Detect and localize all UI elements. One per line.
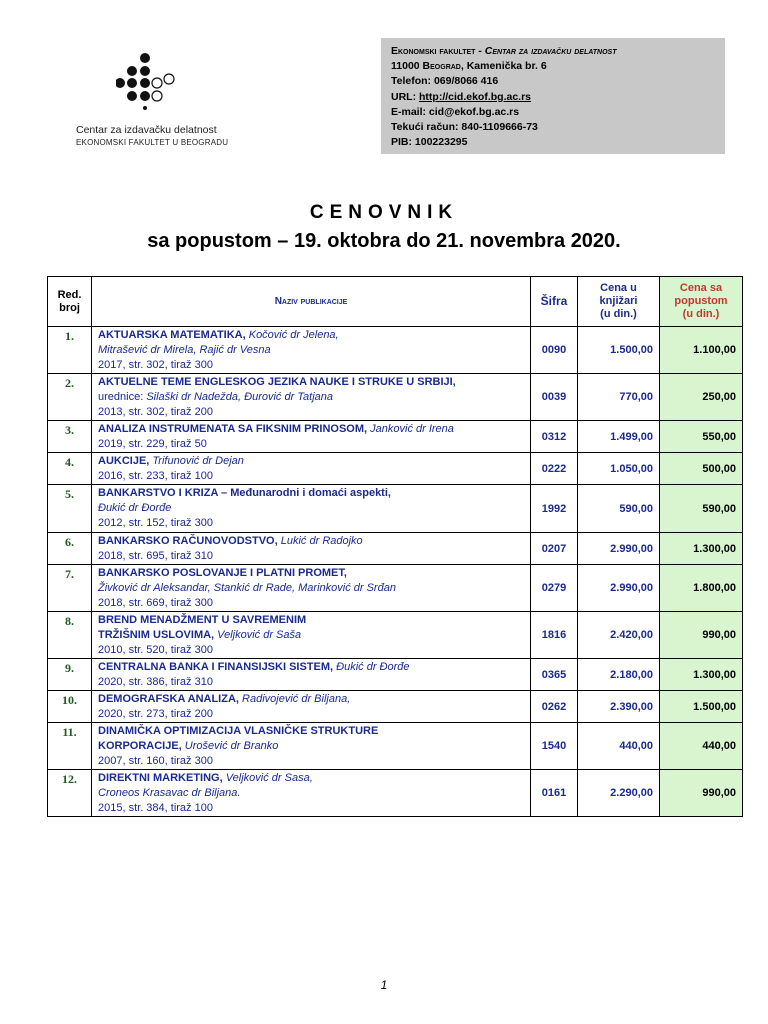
bookstore-price: 2.990,00: [578, 533, 660, 565]
row-number: 2.: [48, 374, 92, 421]
bookstore-price: 1.050,00: [578, 453, 660, 485]
authors-line: [98, 739, 530, 754]
publication-info: 2010, str. 520, tiraž 300: [98, 644, 213, 656]
publication-cell: [92, 421, 531, 453]
line2-label: TRŽIŠNIM USLOVIMA,: [98, 629, 215, 641]
info-center: - Centar za izdavačku delatnost: [475, 45, 617, 57]
publication-info: 2007, str. 160, tiraž 300: [98, 755, 213, 767]
publication-title: ANALIZA INSTRUMENATA SA FIKSNIM PRINOSOM,: [98, 423, 368, 435]
authors-line: [98, 343, 530, 358]
authors-line: [98, 628, 530, 643]
discount-price: 1.100,00: [660, 327, 743, 374]
row-number: 5.: [48, 485, 92, 533]
publication-authors: Đukić dr Đorđe: [333, 661, 410, 673]
line2-authors: Mitrašević dr Mirela, Rajić dr Vesna: [98, 344, 271, 356]
line2-authors: Veljković dr Saša: [214, 629, 302, 641]
publication-info: 2018, str. 669, tiraž 300: [98, 597, 213, 609]
bookstore-price: 2.420,00: [578, 612, 660, 659]
publication-code: 0365: [531, 659, 578, 691]
publication-authors: Radivojević dr Biljana,: [238, 693, 351, 705]
publication-title: AUKCIJE,: [98, 455, 150, 467]
publication-authors: Trifunović dr Dejan: [149, 455, 244, 467]
publication-info: 2013, str. 302, tiraž 200: [98, 406, 213, 418]
table-row: [48, 659, 743, 691]
publication-code: 1816: [531, 612, 578, 659]
publication-info: 2019, str. 229, tiraž 50: [98, 438, 207, 450]
publication-title: BREND MENADŽMENT U SAVREMENIM: [98, 614, 307, 626]
info-email[interactable]: E-mail: cid@ekof.bg.ac.rs: [391, 105, 520, 118]
title-line: [98, 613, 530, 628]
logo-title: Centar za izdavačku delatnost: [76, 124, 217, 136]
page-number: 1: [380, 978, 388, 992]
header-sifra: Šifra: [531, 277, 578, 327]
line2-label: KORPORACIJE,: [98, 740, 182, 752]
discount-price: 990,00: [660, 612, 743, 659]
publication-cell: [92, 770, 531, 817]
title-line: [98, 375, 530, 390]
publication-title: DINAMIČKA OPTIMIZACIJA VLASNIČKE STRUKTURE: [98, 725, 379, 737]
table-row: [48, 770, 743, 817]
header-red-broj: Red. broj: [48, 277, 92, 327]
table-row: [48, 691, 743, 723]
publication-cell: [92, 723, 531, 770]
publication-info: 2012, str. 152, tiraž 300: [98, 517, 213, 529]
line2-authors: Silaški dr Nadežda, Đurović dr Tatjana: [146, 391, 333, 403]
header-cena: Cena u knjižari (u din.): [578, 277, 660, 327]
publication-cell: [92, 374, 531, 421]
publication-title: BANKARSTVO I KRIZA – Međunarodni i domaći aspekti,: [98, 487, 391, 499]
row-number: 11.: [48, 723, 92, 770]
publication-title: DEMOGRAFSKA ANALIZA,: [98, 693, 239, 705]
title-line: [98, 328, 530, 343]
bookstore-price: 1.500,00: [578, 327, 660, 374]
info-faculty-line: [391, 44, 725, 59]
table-row: [48, 327, 743, 374]
info-zip: 11000: [391, 60, 423, 73]
row-number: 12.: [48, 770, 92, 817]
publication-title: AKTUELNE TEME ENGLESKOG JEZIKA NAUKE I STRUKE U SRBIJI,: [98, 376, 456, 388]
line2-authors: Urošević dr Branko: [181, 740, 279, 752]
table-row: [48, 421, 743, 453]
publication-info: 2020, str. 386, tiraž 310: [98, 676, 213, 688]
publication-code: 1992: [531, 485, 578, 533]
title-line: [98, 422, 530, 437]
table-row: [48, 565, 743, 612]
bookstore-price: 590,00: [578, 485, 660, 533]
title-line: [98, 660, 530, 675]
header-naziv: Naziv publikacije: [92, 277, 531, 327]
discount-price: 250,00: [660, 374, 743, 421]
bookstore-price: 2.390,00: [578, 691, 660, 723]
discount-price: 1.500,00: [660, 691, 743, 723]
info-url-label: URL:: [391, 90, 419, 103]
row-number: 3.: [48, 421, 92, 453]
publication-info: 2020, str. 273, tiraž 200: [98, 708, 213, 720]
publication-code: 0312: [531, 421, 578, 453]
publication-cell: [92, 485, 531, 533]
title-line: [98, 771, 530, 786]
publication-code: 0279: [531, 565, 578, 612]
price-table: [47, 276, 743, 817]
publication-code: 0039: [531, 374, 578, 421]
line2-authors: Croneos Krasavac dr Biljana.: [98, 787, 241, 799]
publication-authors: Veljković dr Sasa,: [222, 772, 313, 784]
row-number: 10.: [48, 691, 92, 723]
title-line: [98, 566, 530, 581]
publication-code: 0161: [531, 770, 578, 817]
page-title: CENOVNIK: [309, 202, 459, 223]
bookstore-price: 2.180,00: [578, 659, 660, 691]
publication-cell: [92, 533, 531, 565]
bookstore-price: 1.499,00: [578, 421, 660, 453]
publication-info: 2017, str. 302, tiraž 300: [98, 359, 213, 371]
row-number: 8.: [48, 612, 92, 659]
bookstore-price: 2.290,00: [578, 770, 660, 817]
publication-title: BANKARSKO POSLOVANJE I PLATNI PROMET,: [98, 567, 347, 579]
bookstore-price: 2.990,00: [578, 565, 660, 612]
publication-title: BANKARSKO RAČUNOVODSTVO,: [98, 535, 278, 547]
row-number: 6.: [48, 533, 92, 565]
publication-code: 1540: [531, 723, 578, 770]
bookstore-price: 770,00: [578, 374, 660, 421]
publication-cell: [92, 612, 531, 659]
publication-title: AKTUARSKA MATEMATIKA,: [98, 329, 246, 341]
info-account: Tekući račun: 840-1109666-73: [391, 121, 538, 134]
publication-authors: Kočović dr Jelena,: [245, 329, 339, 341]
info-faculty: Ekonomski fakultet: [391, 45, 476, 57]
publication-cell: [92, 691, 531, 723]
publication-cell: [92, 327, 531, 374]
authors-line: [98, 581, 530, 596]
header-cena-popust: Cena sa popustom (u din.): [660, 277, 743, 327]
table-row: [48, 612, 743, 659]
title-line: [98, 486, 530, 501]
publication-title: CENTRALNA BANKA I FINANSIJSKI SISTEM,: [98, 661, 334, 673]
title-line: [98, 692, 530, 707]
info-pib: PIB: 100223295: [391, 136, 468, 149]
publisher-logo: [72, 52, 272, 152]
discount-price: 1.800,00: [660, 565, 743, 612]
publication-authors: Lukić dr Radojko: [277, 535, 363, 547]
authors-line: [98, 501, 530, 516]
publication-code: 0207: [531, 533, 578, 565]
title-line: [98, 724, 530, 739]
info-url-link[interactable]: http://cid.ekof.bg.ac.rs: [419, 90, 532, 103]
row-number: 9.: [48, 659, 92, 691]
row-number: 7.: [48, 565, 92, 612]
publication-cell: [92, 565, 531, 612]
line2-authors: Živković dr Aleksandar, Stankić dr Rade, Marinković dr Srđan: [98, 582, 396, 594]
title-line: [98, 454, 530, 469]
authors-line: [98, 786, 530, 801]
publication-cell: [92, 453, 531, 485]
discount-price: 990,00: [660, 770, 743, 817]
info-url-line: [391, 90, 725, 105]
logo-subtitle: EKONOMSKI FAKULTET U BEOGRADU: [76, 138, 229, 147]
dots-logo-icon: [116, 52, 206, 110]
title-line: [98, 534, 530, 549]
discount-price: 590,00: [660, 485, 743, 533]
table-header-row: [48, 277, 743, 327]
discount-price: 1.300,00: [660, 533, 743, 565]
discount-price: 500,00: [660, 453, 743, 485]
publication-code: 0090: [531, 327, 578, 374]
publication-info: 2015, str. 384, tiraž 100: [98, 802, 213, 814]
info-phone: Telefon: 069/8066 416: [391, 75, 499, 88]
publication-info: 2016, str. 233, tiraž 100: [98, 470, 213, 482]
bookstore-price: 440,00: [578, 723, 660, 770]
info-address-line: [391, 59, 725, 74]
info-street: , Kamenička br. 6: [460, 60, 547, 73]
table-row: [48, 723, 743, 770]
info-city: Beograd: [422, 60, 461, 73]
discount-price: 440,00: [660, 723, 743, 770]
row-number: 1.: [48, 327, 92, 374]
publication-title: DIREKTNI MARKETING,: [98, 772, 223, 784]
line2-label: urednice:: [98, 391, 147, 403]
page-subtitle: sa popustom – 19. oktobra do 21. novembra 2020.: [147, 230, 621, 252]
table-row: [48, 485, 743, 533]
publication-authors: Janković dr Irena: [367, 423, 454, 435]
discount-price: 1.300,00: [660, 659, 743, 691]
publication-cell: [92, 659, 531, 691]
publication-code: 0262: [531, 691, 578, 723]
table-row: [48, 453, 743, 485]
table-row: [48, 533, 743, 565]
contact-info-box: [381, 38, 725, 154]
line2-authors: Đukić dr Đorđe: [98, 502, 172, 514]
authors-line: [98, 390, 530, 405]
publication-info: 2018, str. 695, tiraž 310: [98, 550, 213, 562]
discount-price: 550,00: [660, 421, 743, 453]
publication-code: 0222: [531, 453, 578, 485]
table-row: [48, 374, 743, 421]
row-number: 4.: [48, 453, 92, 485]
